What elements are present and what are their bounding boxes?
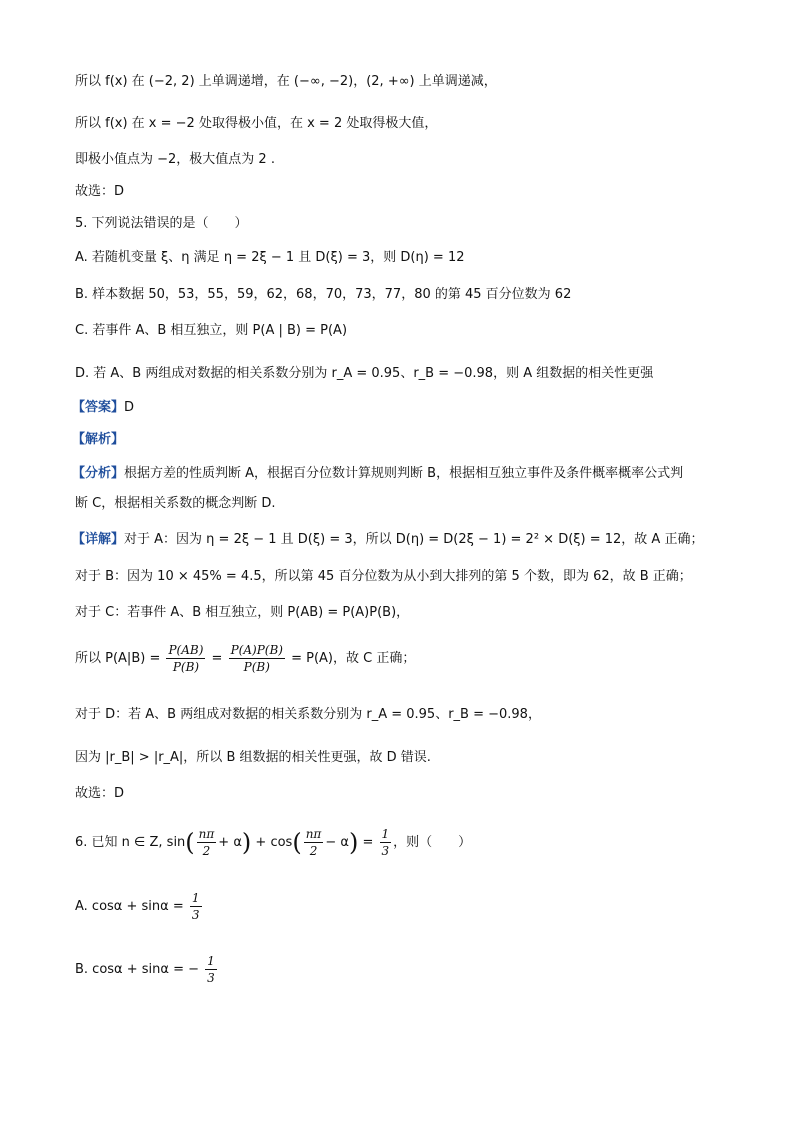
q6a-fraction xyxy=(190,890,202,923)
analysis-line-1 xyxy=(72,464,683,484)
detail-a-text: 对于 A：因为 η = 2ξ − 1 且 D(ξ) = 3，所以 D(η) = D(2ξ − 1) = 2² × D(ξ) = 12，故 A 正确； xyxy=(124,532,704,547)
q6b-fraction xyxy=(205,953,217,986)
fraction-prefix: 所以 P(A|B) = xyxy=(75,651,161,666)
q6-fraction-3 xyxy=(380,826,392,859)
q6-plus-cos: + cos xyxy=(255,835,293,850)
question-5-option-c: C. 若事件 A、B 相互独立，则 P(A | B) = P(A) xyxy=(75,323,348,338)
question-5-option-a: A. 若随机变量 ξ、η 满足 η = 2ξ − 1 且 D(ξ) = 3，则 D(η) = 12 xyxy=(75,250,465,265)
q6-fraction-2-num: nπ xyxy=(305,827,322,841)
q6a-prefix: A. cosα + sinα = xyxy=(75,899,184,914)
analysis-heading: 【解析】 xyxy=(72,432,125,447)
text-line: 所以 f(x) 在 (−2, 2) 上单调递增，在 (−∞, −2)，(2, +∞) 上单调递减， xyxy=(75,74,497,89)
paren-left: ( xyxy=(292,828,302,857)
q6-plus-alpha: + α xyxy=(218,835,242,850)
text-line: 所以 f(x) 在 x = −2 处取得极小值，在 x = 2 处取得极大值， xyxy=(75,116,438,131)
fenxi-text-1: 根据方差的性质判断 A，根据百分位数计算规则判断 B，根据相互独立事件及条件概率概率公式判 xyxy=(124,466,684,481)
q6-fraction-2-den: 2 xyxy=(309,844,318,858)
answer-line xyxy=(72,398,134,418)
paren-right: ) xyxy=(348,828,359,857)
detail-line-d: 对于 D：若 A、B 两组成对数据的相关系数分别为 r_A = 0.95、r_B = −0.98， xyxy=(75,707,541,722)
detail-line-b: 对于 B：因为 10 × 45% = 4.5，所以第 45 百分位数为从小到大排列的第 5 个数，即为 62，故 B 正确； xyxy=(75,569,692,584)
answer-value: D xyxy=(124,400,135,415)
fraction-1-den: P(B) xyxy=(172,660,200,674)
question-6-option-a xyxy=(75,890,204,923)
paren-right: ) xyxy=(241,828,252,857)
q6b-den: 3 xyxy=(207,971,215,985)
question-6-stem xyxy=(75,826,471,859)
equals-sign: = xyxy=(211,651,223,666)
fraction-1-num: P(AB) xyxy=(168,643,204,657)
q6-fraction-1-num: nπ xyxy=(198,827,215,841)
q6a-den: 3 xyxy=(191,908,200,922)
q6-fraction-3-den: 3 xyxy=(381,844,390,858)
q6-fraction-3-num: 1 xyxy=(381,827,390,841)
q6-fraction-1-den: 2 xyxy=(202,844,211,858)
detail-line-c: 对于 C：若事件 A、B 相互独立，则 P(AB) = P(A)P(B)， xyxy=(75,605,410,620)
q6b-num: 1 xyxy=(207,954,215,968)
text-line: 故选：D xyxy=(75,786,125,801)
text-line: 即极小值点为 −2，极大值点为 2 . xyxy=(75,152,275,167)
paren-left: ( xyxy=(185,828,195,857)
fraction-2-den: P(B) xyxy=(243,660,270,674)
question-5-option-b: B. 样本数据 50，53，55，59，62，68，70，73，77，80 的第 45 百分位数为 62 xyxy=(75,287,572,302)
detail-line-c-fraction xyxy=(75,642,415,675)
fenxi-tag: 【分析】 xyxy=(72,466,125,481)
q6-fraction-2 xyxy=(304,826,324,859)
xiangjie-tag: 【详解】 xyxy=(72,532,125,547)
q6-fraction-1 xyxy=(197,826,217,859)
question-6-option-b xyxy=(75,953,219,986)
text-line: 故选：D xyxy=(75,184,125,199)
answer-tag: 【答案】 xyxy=(72,400,125,415)
fraction-suffix: = P(A)，故 C 正确； xyxy=(291,651,416,666)
fraction-1 xyxy=(166,642,205,675)
q6-equals: = xyxy=(362,835,374,850)
analysis-line-2: 断 C，根据相关系数的概念判断 D. xyxy=(75,496,276,511)
q6b-prefix: B. cosα + sinα = − xyxy=(75,962,200,977)
q6-prefix: 6. 已知 n ∈ Z, sin xyxy=(75,835,186,850)
question-5-option-d: D. 若 A、B 两组成对数据的相关系数分别为 r_A = 0.95、r_B = −0.98，则 A 组数据的相关性更强 xyxy=(75,366,654,381)
analysis-tag xyxy=(72,430,124,450)
fraction-2-num: P(A)P(B) xyxy=(230,643,283,657)
q6a-num: 1 xyxy=(191,891,200,905)
detail-line-d2: 因为 |r_B| > |r_A|，所以 B 组数据的相关性更强，故 D 错误. xyxy=(75,750,431,765)
q6-minus-alpha: − α xyxy=(325,835,349,850)
fraction-2 xyxy=(229,642,285,675)
detail-line-a xyxy=(72,530,703,550)
question-5-stem: 5. 下列说法错误的是（ ） xyxy=(75,216,248,231)
q6-suffix: ，则（ ） xyxy=(393,835,472,850)
